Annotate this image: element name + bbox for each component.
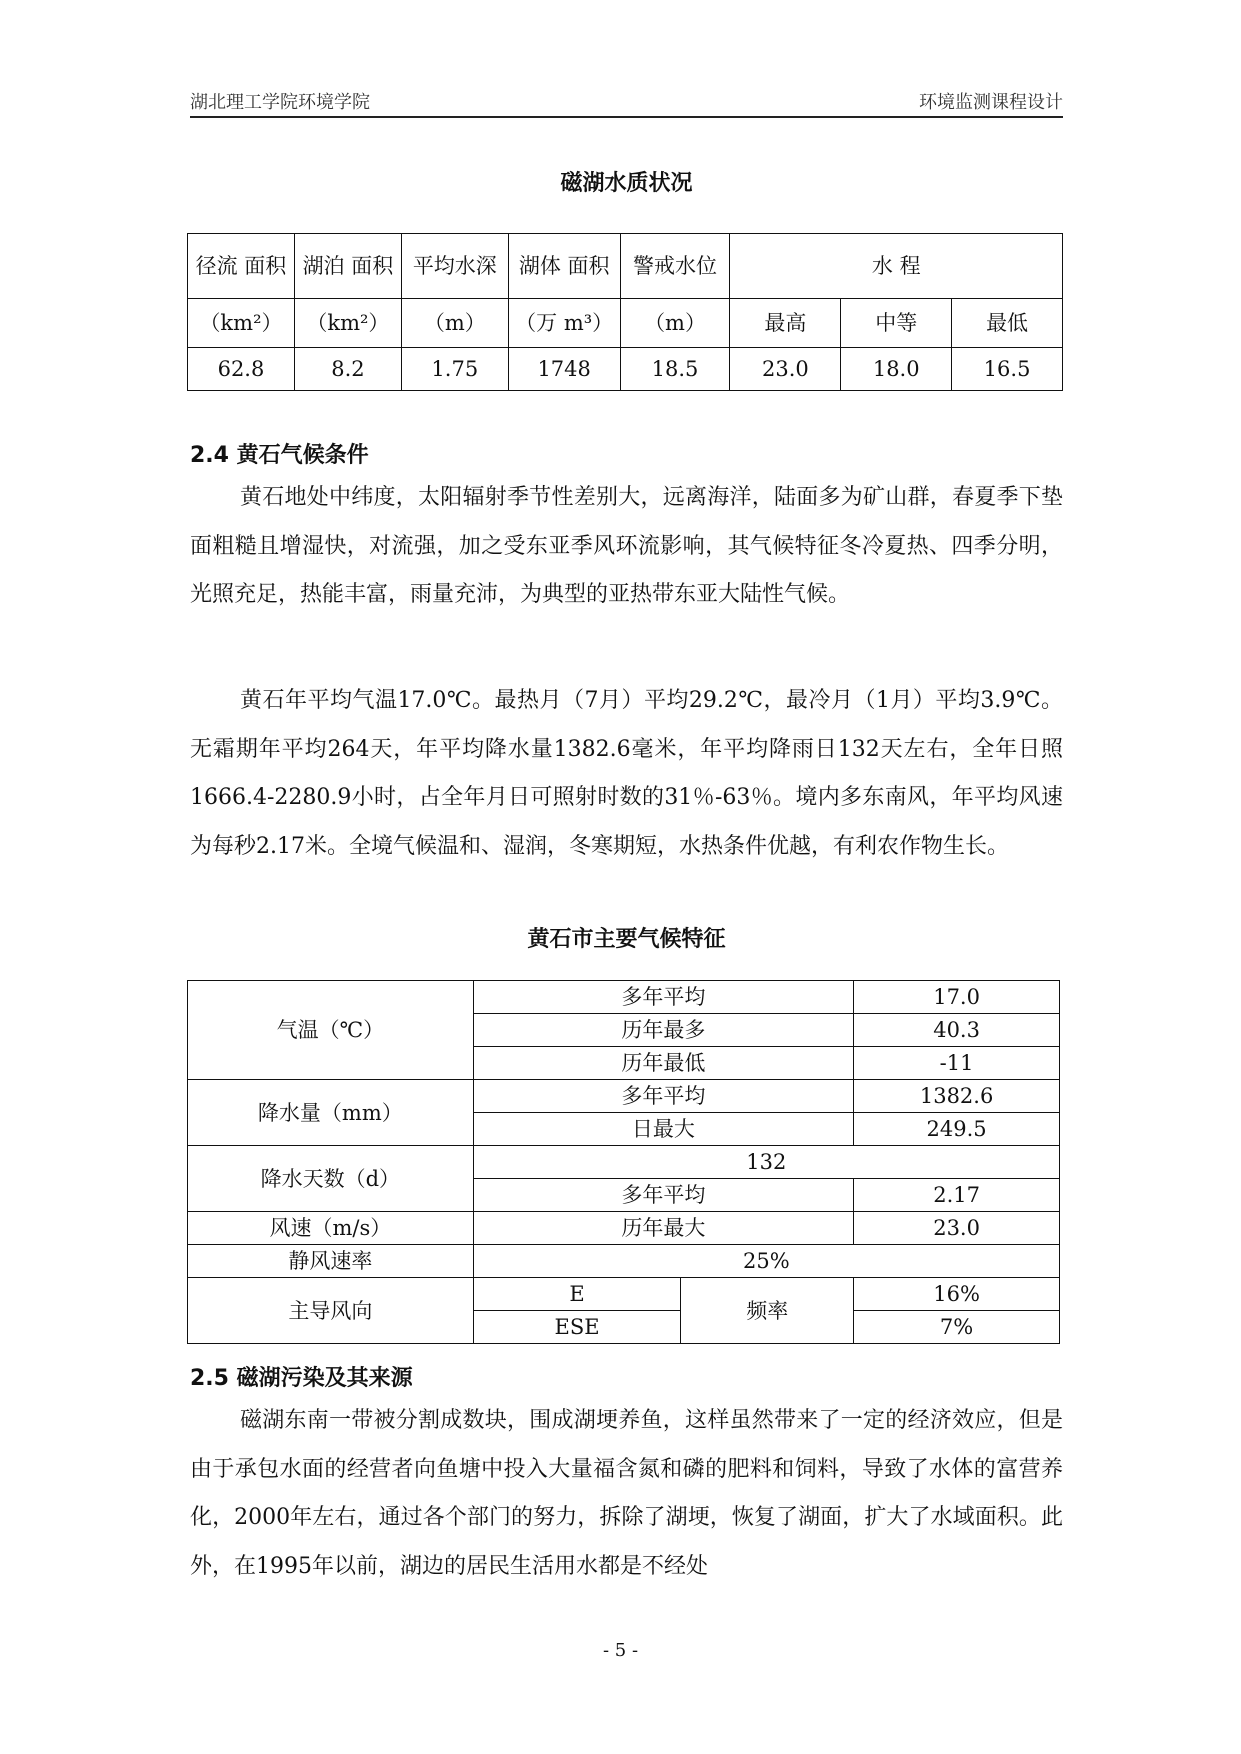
precip-avg-value: 1382.6 — [854, 1080, 1060, 1113]
wind-dir-2: ESE — [473, 1311, 681, 1344]
table1-value-cell: 23.0 — [730, 348, 841, 391]
freq-label: 频率 — [681, 1278, 854, 1344]
table-row — [188, 1245, 1060, 1278]
climate-table — [187, 980, 1060, 1344]
table1-head-cell: 径流 面积 — [188, 234, 295, 299]
table1-unit-cell: 最高 — [730, 299, 841, 348]
temp-avg-label: 多年平均 — [473, 981, 854, 1014]
table1-head-cell: 平均水深 — [401, 234, 508, 299]
table1-title: 磁湖水质状况 — [560, 171, 693, 196]
table1-unit-cell: （km²） — [188, 299, 295, 348]
table1-head-cell: 水 程 — [730, 234, 1063, 299]
table1-head-cell: 湖体 面积 — [508, 234, 620, 299]
page-number: - 5 - — [602, 1640, 639, 1661]
table1-value-cell: 18.0 — [841, 348, 952, 391]
water-quality-table — [187, 233, 1063, 391]
table1-head-cell: 警戒水位 — [620, 234, 730, 299]
table1-value-row — [188, 348, 1063, 391]
section-2-5-paragraph-1: 磁湖东南一带被分割成数块，围成湖埂养鱼，这样虽然带来了一定的经济效应，但是由于承包水面的经营者向鱼塘中投入大量福含氮和磷的肥料和饲料，导致了水体的富营养化，2000年左右，通过各个部门的努力，拆除了湖埂，恢复了湖面，扩大了水域面积。此外，在1995年以前，湖边的居民生活用水都是不经处 — [190, 1408, 1063, 1579]
table-row — [188, 1212, 1060, 1245]
section-2-4-paragraph-2: 黄石年平均气温17.0℃。最热月（7月）平均29.2℃，最冷月（1月）平均3.9℃。无霜期年平均264天，年平均降水量1382.6毫米，年平均降雨日132天左右，全年日照1666.4-2280.9小时，占全年月日可照射时数的31％-63％。境内多东南风，年平均风速为每秒2.17米。全境气候温和、湿润，冬寒期短，水热条件优越，有利农作物生长。 — [190, 688, 1063, 859]
freq-2: 7% — [854, 1311, 1060, 1344]
table-row — [188, 1146, 1060, 1179]
table1-unit-cell: （m） — [401, 299, 508, 348]
rain-days-label: 降水天数（d） — [188, 1146, 474, 1212]
freq-1: 16% — [854, 1278, 1060, 1311]
table1-header-row — [188, 234, 1063, 299]
temp-min-value: -11 — [854, 1047, 1060, 1080]
section-2-5-heading: 2.5 磁湖污染及其来源 — [190, 1366, 413, 1391]
temp-min-label: 历年最低 — [473, 1047, 854, 1080]
table1-unit-cell: 中等 — [841, 299, 952, 348]
table1-value-cell: 16.5 — [952, 348, 1063, 391]
section-2-4-paragraph-1: 黄石地处中纬度，太阳辐射季节性差别大，远离海洋，陆面多为矿山群，春夏季下垫面粗糙且增湿快，对流强，加之受东亚季风环流影响，其气候特征冬冷夏热、四季分明，光照充足，热能丰富，雨量充沛，为典型的亚热带东亚大陆性气候。 — [190, 485, 1063, 607]
temp-max-value: 40.3 — [854, 1014, 1060, 1047]
wind-dir-label: 主导风向 — [188, 1278, 474, 1344]
wind-dir-1: E — [473, 1278, 681, 1311]
table1-unit-cell: （万 m³） — [508, 299, 620, 348]
table1-unit-row — [188, 299, 1063, 348]
wind-max-value: 23.0 — [854, 1212, 1060, 1245]
table-row — [188, 1278, 1060, 1311]
precip-avg-label: 多年平均 — [473, 1080, 854, 1113]
table1-unit-cell: 最低 — [952, 299, 1063, 348]
header-left: 湖北理工学院环境学院 — [190, 92, 370, 113]
calm-label: 静风速率 — [188, 1245, 474, 1278]
table1-value-cell: 18.5 — [620, 348, 730, 391]
wind-max-label: 历年最大 — [473, 1212, 854, 1245]
temp-avg-value: 17.0 — [854, 981, 1060, 1014]
table1-value-cell: 8.2 — [294, 348, 401, 391]
section-2-4-heading: 2.4 黄石气候条件 — [190, 443, 369, 468]
wind-avg-value: 2.17 — [854, 1179, 1060, 1212]
temp-max-label: 历年最多 — [473, 1014, 854, 1047]
precip-label: 降水量（mm） — [188, 1080, 474, 1146]
rain-days-value: 132 — [473, 1146, 1059, 1179]
precip-daymax-label: 日最大 — [473, 1113, 854, 1146]
table1-unit-cell: （m） — [620, 299, 730, 348]
table1-head-cell: 湖泊 面积 — [294, 234, 401, 299]
wind-avg-label: 多年平均 — [473, 1179, 854, 1212]
table1-value-cell: 1748 — [508, 348, 620, 391]
page-header — [190, 86, 1063, 118]
table1-value-cell: 62.8 — [188, 348, 295, 391]
temp-label: 气温（℃） — [188, 981, 474, 1080]
table1-value-cell: 1.75 — [401, 348, 508, 391]
precip-daymax-value: 249.5 — [854, 1113, 1060, 1146]
table1-unit-cell: （km²） — [294, 299, 401, 348]
calm-value: 25% — [473, 1245, 1059, 1278]
table-row — [188, 1080, 1060, 1113]
header-right: 环境监测课程设计 — [919, 92, 1063, 113]
table2-title: 黄石市主要气候特征 — [527, 927, 726, 952]
table-row — [188, 981, 1060, 1014]
wind-label: 风速（m/s） — [188, 1212, 474, 1245]
